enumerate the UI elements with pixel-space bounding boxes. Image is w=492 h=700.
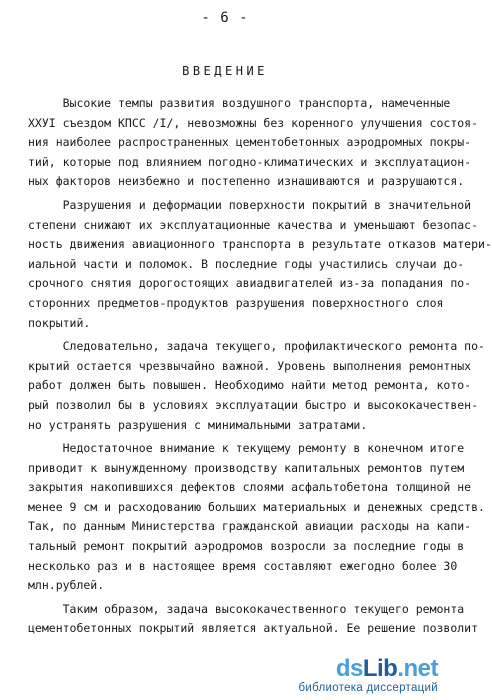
text-line: срочного снятия дорогостоящих авиадвигателей из-за попадания по- — [28, 276, 472, 291]
text-line: цементобетонных покрытий является актуальной. Ее решение позволит — [28, 621, 479, 636]
paragraph — [28, 196, 492, 333]
text-line: закрытия накопившихся дефектов слоями асфальтобетона толщиной не — [28, 480, 472, 495]
text-line: Таким образом, задача высококачественного текущего ремонта — [28, 601, 465, 616]
text-line: ность движения авиационного транспорта в результате отказов матери- — [28, 237, 492, 252]
page-number: - 6 - — [201, 10, 249, 26]
text-line: несколько раз и в настоящее время составляют ежегодно более 30 — [28, 558, 458, 573]
text-line: Следовательно, задача текущего, профилактического ремонта по- — [28, 339, 485, 354]
text-line: приводит к вынужденному производству капитальных ремонтов путем — [28, 460, 465, 475]
text-line: сторонних предметов-продуктов разрушения поверхностного слоя — [28, 295, 444, 310]
paragraph — [28, 337, 485, 435]
text-line: XXУI съездом КПСС /I/, невозможны без коренного улучшения состоя- — [28, 115, 479, 130]
text-line: Так, по данным Министерства гражданской авиации расходы на капи- — [28, 519, 472, 534]
text-line: тальный ремонт покрытий аэродромов возросли за последние годы в — [28, 539, 465, 554]
text-line: работ должен быть повышен. Необходимо найти метод ремонта, кото- — [28, 378, 472, 393]
watermark-subtitle: библиотека диссертаций — [298, 682, 438, 694]
text-line: ния наиболее распространенных цементобетонных аэродромных покры- — [28, 135, 472, 150]
text-line: покрытий. — [28, 315, 91, 330]
text-line: Недостаточное внимание к текущему ремонту в конечном итоге — [28, 441, 465, 456]
text-line: Разрушения и деформации поверхности покрытий в значительной — [28, 197, 472, 212]
text-line: иальной части и поломок. В последние годы участились случаи до- — [28, 256, 465, 271]
paragraph — [28, 94, 479, 192]
text-line: млн.рублей. — [28, 578, 105, 593]
watermark-logo-ds: ds — [335, 655, 363, 682]
paragraph — [28, 600, 479, 639]
text-line: но устранять разрушения с минимальными затратами. — [28, 417, 368, 432]
text-line: менее 9 см и расходованию больших материальных и денежных средств. — [28, 499, 485, 514]
watermark-logo-net: .net — [397, 655, 438, 682]
text-line: ных факторов неизбежно и постепенно изнашиваются и разрушаются. — [28, 174, 465, 189]
body-text — [28, 94, 492, 639]
text-line: рый позволил бы в условиях эксплуатации быстро и высококачествен- — [28, 397, 479, 412]
paragraph — [28, 439, 485, 596]
text-line: тий, которые под влиянием погодно-климатических и эксплуатацион- — [28, 154, 472, 169]
text-line: крытий остается чрезвычайно важной. Уровень выполнения ремонтных — [28, 358, 472, 373]
watermark-logo — [298, 657, 438, 681]
text-line: Высокие темпы развития воздушного транспорта, намеченные — [28, 96, 451, 110]
watermark-logo-lib: Lib — [362, 655, 398, 682]
text-line: степени снижают их эксплуатационные качества и уменьшают безопас- — [28, 217, 479, 232]
section-title: ВВЕДЕНИЕ — [182, 64, 268, 78]
site-watermark — [298, 657, 438, 694]
